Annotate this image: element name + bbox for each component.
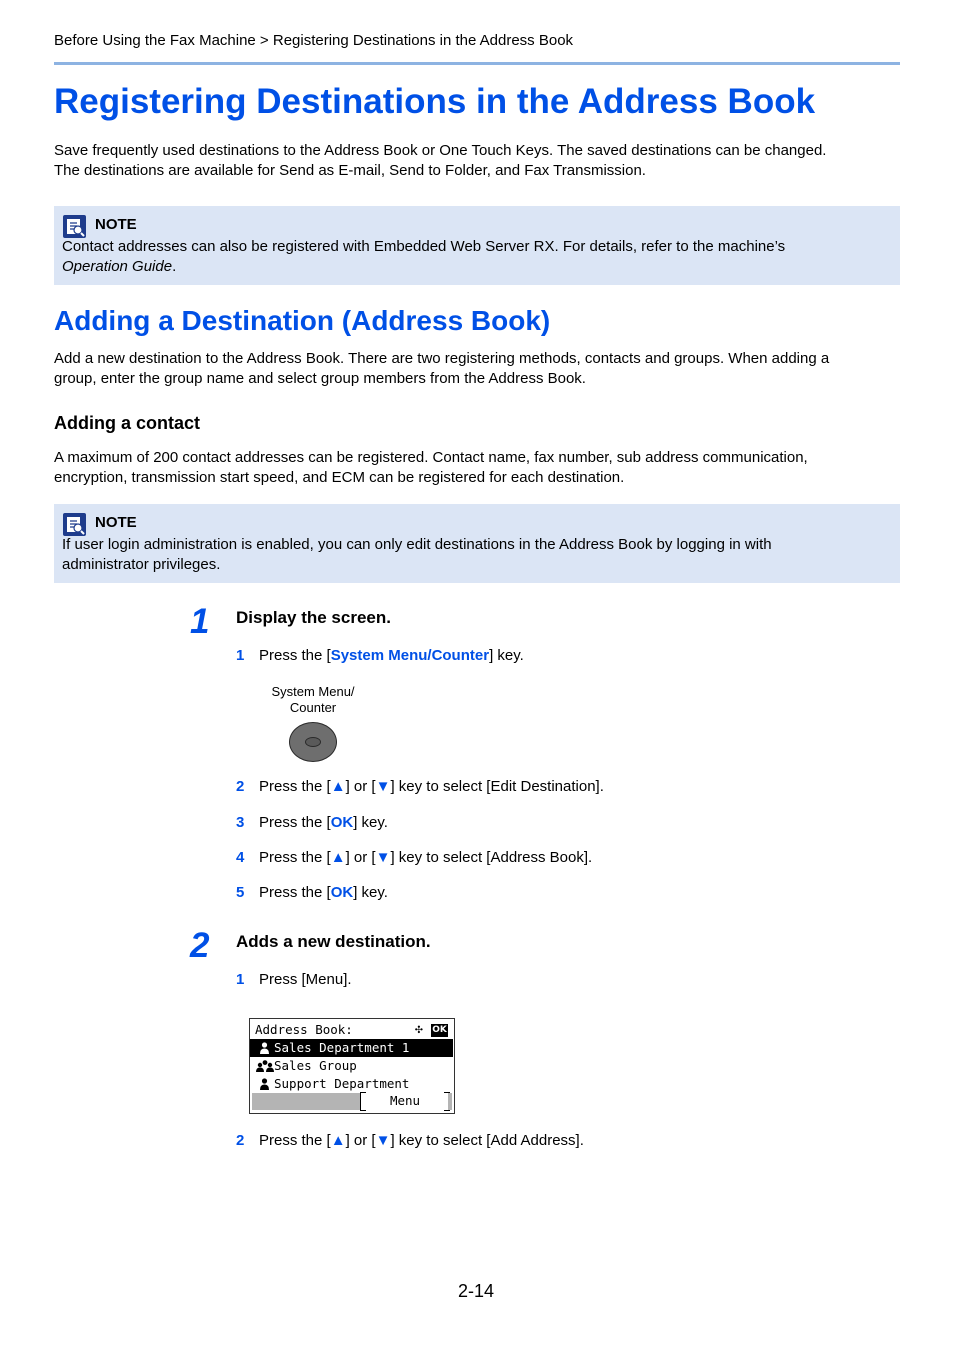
substep-text: ] key to select [Address Book]. — [390, 849, 593, 866]
down-arrow-icon: ▼ — [375, 849, 391, 866]
note-body — [62, 535, 892, 574]
down-arrow-icon: ▼ — [375, 1132, 391, 1149]
substep-2-1 — [236, 971, 352, 988]
substep-1-5 — [236, 884, 388, 901]
intro-paragraph — [54, 141, 900, 180]
section-title: Adding a Destination (Address Book) — [54, 305, 551, 336]
page-title: Registering Destinations in the Address Book — [54, 82, 816, 121]
substep-number: 2 — [236, 1132, 245, 1149]
note-line-2: administrator privileges. — [62, 555, 221, 573]
note-title: NOTE — [95, 216, 137, 233]
lcd-list-item — [250, 1057, 453, 1075]
note-end: . — [172, 257, 177, 275]
subsection-title: Adding a contact — [54, 413, 201, 433]
group-icon — [256, 1060, 274, 1072]
key-indent — [305, 737, 321, 747]
substep-text: ] key to select [Add Address]. — [390, 1132, 584, 1149]
note-icon — [63, 215, 86, 238]
section-line-1: Add a new destination to the Address Book. There are two registering methods, contacts and groups. When adding a — [54, 350, 830, 367]
substep-1-4 — [236, 849, 592, 866]
note-line-1: If user login administration is enabled, you can only edit destinations in the Address Book by logging in with — [62, 536, 772, 553]
substep-number: 1 — [236, 647, 245, 664]
lcd-menu-softkey — [360, 1092, 450, 1111]
person-icon — [259, 1078, 270, 1090]
lcd-list-item — [250, 1075, 453, 1093]
substep-text: ] key. — [353, 884, 388, 901]
substep-1-2 — [236, 778, 604, 795]
substep-number: 4 — [236, 849, 245, 866]
note-box-1 — [54, 206, 900, 285]
ok-key-ref: OK — [330, 884, 354, 901]
note-line-1: Contact addresses can also be registered with Embedded Web Server RX. For details, refer to the machine’s — [62, 238, 786, 255]
breadcrumb: Before Using the Fax Machine > Registering Destinations in the Address Book — [54, 32, 574, 49]
note-line-2 — [62, 257, 892, 277]
lcd-header-title: Address Book: — [255, 1022, 353, 1037]
step-number-2: 2 — [190, 926, 210, 965]
up-arrow-icon: ▲ — [330, 849, 346, 866]
substep-number: 3 — [236, 814, 245, 831]
substep-number: 2 — [236, 778, 245, 795]
intro-line-2: The destinations are available for Send as E-mail, Send to Folder, and Fax Transmission. — [54, 161, 646, 179]
substep-text: Press [Menu]. — [259, 971, 352, 988]
system-menu-counter-key — [289, 722, 337, 762]
lcd-screen — [249, 1018, 455, 1114]
step-title-1: Display the screen. — [236, 608, 391, 627]
header-divider — [54, 62, 900, 65]
substep-text: Press the [ — [259, 647, 331, 664]
ok-key-ref: OK — [330, 814, 354, 831]
subsection-line-2: encryption, transmission start speed, and ECM can be registered for each destination. — [54, 468, 625, 486]
system-menu-counter-key-ref: System Menu/Counter — [330, 647, 490, 664]
substep-text: Press the [ — [259, 849, 331, 866]
lcd-item-label: Sales Group — [274, 1058, 357, 1073]
substep-2-2 — [236, 1132, 584, 1149]
lcd-item-label: Support Department — [274, 1076, 410, 1091]
substep-text: ] key to select [Edit Destination]. — [390, 778, 604, 795]
substep-1-1 — [236, 647, 524, 664]
substep-number: 5 — [236, 884, 245, 901]
lcd-softkey-bar-end — [448, 1093, 452, 1110]
substep-text: Press the [ — [259, 778, 331, 795]
substep-text: ] or [ — [345, 849, 376, 866]
section-paragraph — [54, 349, 900, 388]
intro-line-1: Save frequently used destinations to the Address Book or One Touch Keys. The saved destinations can be changed. — [54, 142, 827, 159]
ok-icon: OK — [432, 1025, 447, 1035]
subsection-line-1: A maximum of 200 contact addresses can be registered. Contact name, fax number, sub address communication, — [54, 449, 808, 466]
key-label — [254, 684, 372, 716]
substep-text: Press the [ — [259, 884, 331, 901]
page-number: 2-14 — [458, 1281, 495, 1301]
key-label-line-2: Counter — [289, 700, 337, 715]
subsection-paragraph — [54, 448, 900, 487]
up-arrow-icon: ▲ — [330, 1132, 346, 1149]
lcd-softkey-bar — [252, 1093, 360, 1110]
substep-1-3 — [236, 814, 388, 831]
substep-text: ] or [ — [345, 1132, 376, 1149]
lcd-header — [250, 1021, 453, 1039]
nav-arrows-icon: ✣ — [415, 1022, 423, 1037]
substep-text: ] key. — [489, 647, 524, 664]
step-number-1: 1 — [190, 602, 210, 641]
lcd-item-label: Sales Department 1 — [274, 1040, 410, 1055]
up-arrow-icon: ▲ — [330, 778, 346, 795]
substep-text: ] key. — [353, 814, 388, 831]
lcd-list-item — [250, 1039, 453, 1057]
operation-guide-ref: Operation Guide — [62, 257, 173, 275]
down-arrow-icon: ▼ — [375, 778, 391, 795]
person-icon — [259, 1042, 270, 1054]
substep-text: Press the [ — [259, 814, 331, 831]
softkey-label: Menu — [389, 1093, 421, 1108]
note-title: NOTE — [95, 514, 137, 531]
section-line-2: group, enter the group name and select group members from the Address Book. — [54, 369, 586, 387]
substep-number: 1 — [236, 971, 245, 988]
note-icon — [63, 513, 86, 536]
key-label-line-1: System Menu/ — [271, 684, 355, 699]
substep-text: Press the [ — [259, 1132, 331, 1149]
note-body — [62, 237, 892, 276]
substep-text: ] or [ — [345, 778, 376, 795]
note-box-2 — [54, 504, 900, 583]
step-title-2: Adds a new destination. — [236, 932, 431, 951]
